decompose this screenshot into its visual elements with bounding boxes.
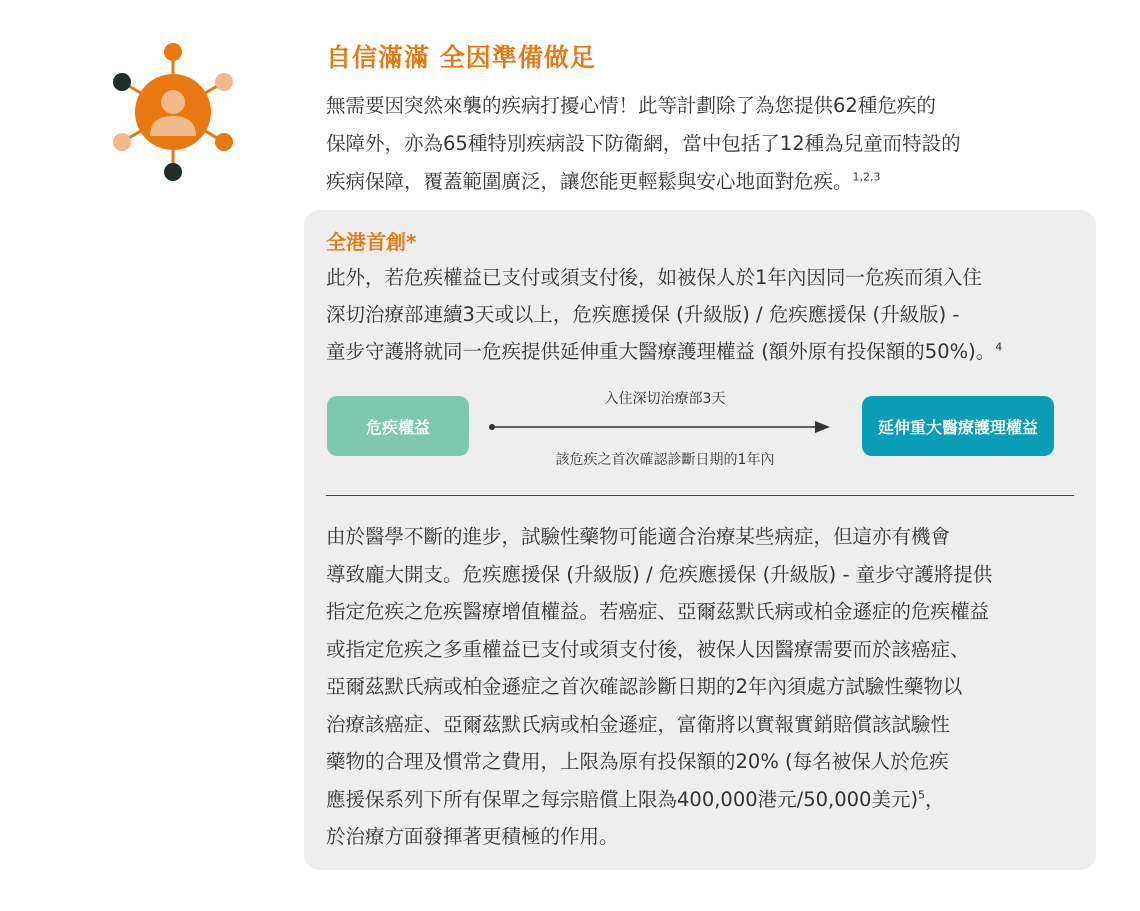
body-line: 治療該癌症、亞爾茲默氏病或柏金遜症，富衛將以實報實銷賠償該試驗性: [326, 712, 951, 736]
intro-line: 疾病保障，覆蓋範圍廣泛，讓您能更輕鬆與安心地面對危疾。$^{1,2,3}$: [326, 170, 881, 193]
extended-medical-care-benefit-box: 延伸重大醫療護理權益: [862, 396, 1054, 456]
intro-line: 保障外，亦為65種特別疾病設下防衛網，當中包括了12種為兒童而特設的: [326, 132, 961, 155]
body-line: 導致龐大開支。危疾應援保 (升級版) / 危疾應援保 (升級版) - 童步守護將提供: [326, 562, 993, 586]
highlight-line: 此外，若危疾權益已支付或須支付後，如被保人於1年內因同一危疾而須入住: [326, 266, 982, 289]
highlight-paragraph: [326, 259, 1002, 370]
footnote-ref: 5: [918, 788, 926, 801]
body-line: 亞爾茲默氏病或柏金遜症之首次確認診斷日期的2年內須處方試驗性藥物以: [326, 675, 963, 698]
intro-paragraph: [326, 87, 1066, 201]
intro-line: 無需要因突然來襲的疾病打擾心情！此等計劃除了為您提供62種危疾的: [326, 94, 936, 117]
body-line: 或指定危疾之多重權益已支付或須支付後，被保人因醫療需要而於該癌症、: [326, 637, 970, 661]
person-network-icon: [100, 30, 250, 200]
footnote-ref: 4: [995, 340, 1003, 354]
experimental-drug-paragraph: [326, 518, 992, 856]
body-line: 由於醫學不斷的進步，試驗性藥物可能適合治療某些病症，但這亦有機會: [326, 525, 951, 548]
arrow-top-label: 入住深切治療部3天: [604, 391, 726, 407]
arrow-right-icon: [485, 417, 835, 437]
critical-illness-benefit-box: 危疾權益: [327, 396, 469, 456]
body-line: 於治療方面發揮著更積極的作用。: [326, 825, 619, 848]
divider: [326, 495, 1074, 496]
footnote-ref: 1,2,3: [852, 170, 881, 184]
highlight-title: 全港首創*: [326, 230, 417, 254]
highlight-line: 深切治療部連續3天或以上，危疾應援保 (升級版) / 危疾應援保 (升級版) -: [326, 303, 960, 326]
highlight-line: 童步守護將就同一危疾提供延伸重大醫療護理權益 (額外原有投保額的50%)。$^4$: [326, 340, 1003, 363]
page-title: 自信滿滿 全因準備做足: [326, 43, 596, 72]
arrow-bottom-label: 該危疾之首次確認診斷日期的1年內: [555, 452, 775, 468]
body-line: 藥物的合理及慣常之費用，上限為原有投保額的20% (每名被保人於危疾: [326, 750, 949, 773]
body-line: 指定危疾之危疾醫療增值權益。若癌症、亞爾茲默氏病或柏金遜症的危疾權益: [326, 600, 990, 623]
body-line: 應援保系列下所有保單之每宗賠償上限為400,000港元/50,000美元)$^5$，: [326, 787, 945, 811]
